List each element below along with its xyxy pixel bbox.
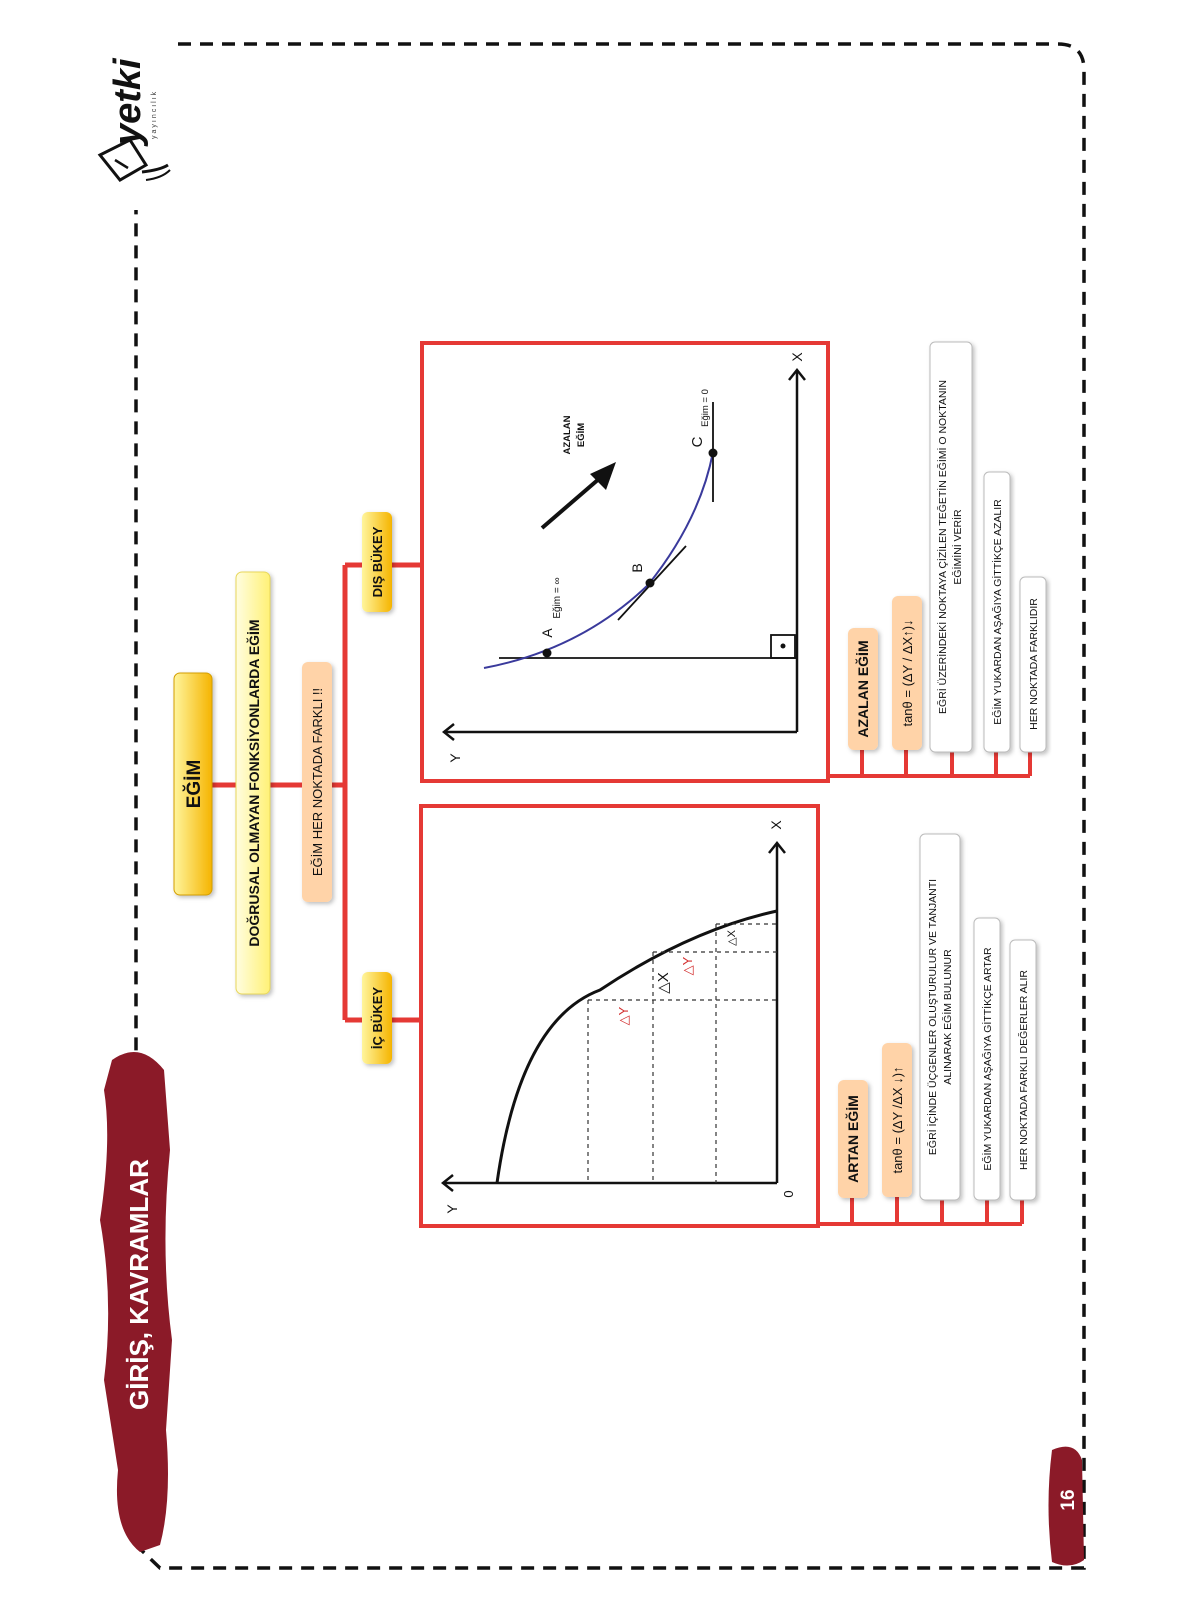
page-number-badge <box>1049 1447 1085 1566</box>
left-delta-x-2: △X <box>726 930 738 946</box>
right-info-line-2: EĞİMİNİ VERİR <box>952 509 964 585</box>
left-delta-x-1: △X <box>655 972 672 994</box>
yetki-logo <box>100 57 170 180</box>
note-node <box>302 662 332 902</box>
slope-a-label: Eğim = ∞ <box>552 577 563 619</box>
section-banner <box>100 1052 172 1552</box>
left-info-line-2: ALINARAK EĞİM BULUNUR <box>942 949 954 1085</box>
logo-text: yetki <box>107 58 149 145</box>
right-title-box <box>848 628 878 750</box>
point-c-dot <box>709 449 718 458</box>
root-node <box>174 673 212 895</box>
branch-ic-bukey <box>362 972 392 1064</box>
section-title: GİRİŞ, KAVRAMLAR <box>124 1159 154 1410</box>
left-info-line-3: EĞİM YUKARDAN AŞAĞIYA GİTTİKÇE ARTAR <box>982 947 994 1171</box>
branch-dis-bukey-label: DIŞ BÜKEY <box>370 526 385 598</box>
right-info-box-3 <box>1020 577 1046 752</box>
left-formula: tanθ = (ΔY /ΔX ↓)↑ <box>890 1066 905 1174</box>
right-formula: tanθ = (ΔY / ΔX↑)↓ <box>900 619 915 727</box>
left-formula-box <box>882 1043 912 1197</box>
right-angle-dot <box>781 644 786 649</box>
slope-c-label: Eğim = 0 <box>700 389 711 427</box>
left-delta-y-1: △Y <box>616 1006 631 1026</box>
left-info-box-3 <box>1010 940 1036 1200</box>
left-delta-y-2: △Y <box>680 956 695 976</box>
logo-subtext: yayıncılık <box>151 89 158 139</box>
note-label: EĞİM HER NOKTADA FARKLI !! <box>310 687 325 877</box>
branch-ic-bukey-label: İÇ BÜKEY <box>370 986 385 1050</box>
subtitle-node <box>236 572 270 994</box>
right-axis-x-label: X <box>789 352 805 362</box>
point-b-dot <box>646 579 655 588</box>
right-title: AZALAN EĞİM <box>855 640 871 738</box>
page-number: 16 <box>1058 1489 1079 1511</box>
point-b-label: B <box>629 563 645 573</box>
left-axis-y-label: Y <box>444 1204 460 1214</box>
subtitle-label: DOĞRUSAL OLMAYAN FONKSİYONLARDA EĞİM <box>246 619 262 947</box>
left-panel <box>421 806 818 1226</box>
left-info-box-2 <box>974 918 1000 1200</box>
left-origin-label: 0 <box>781 1190 796 1198</box>
right-info-line-4: HER NOKTADA FARKLIDIR <box>1028 598 1040 730</box>
left-info-box-1 <box>920 834 960 1200</box>
right-formula-box <box>892 596 922 750</box>
right-panel-frame <box>422 343 828 781</box>
right-info-line-1: EĞRİ ÜZERİNDEKİ NOKTAYA ÇİZİLEN TEĞETİN EĞİMİ O NOKTANIN <box>937 380 949 714</box>
root-label: EĞİM <box>184 759 205 809</box>
left-axis-x-label: X <box>768 820 784 830</box>
point-a-dot <box>543 649 552 658</box>
left-info-line-4: HER NOKTADA FARKLI DEĞERLER ALIR <box>1018 970 1030 1170</box>
left-info-line-1: EĞRİ İÇİNDE ÜÇGENLER OLUŞTURULUR VE TANJANTI <box>927 878 939 1156</box>
right-info-line-3: EĞİM YUKARDAN AŞAĞIYA GİTTİKÇE AZALIR <box>992 499 1004 725</box>
point-a-label: A <box>539 628 555 638</box>
right-info-box-2 <box>984 472 1010 752</box>
arrow-label-2: EĞİM <box>576 422 587 448</box>
right-axis-y-label: Y <box>447 753 463 763</box>
branch-dis-bukey <box>362 512 392 612</box>
left-title-box <box>838 1080 868 1198</box>
right-panel <box>422 343 828 781</box>
arrow-label-1: AZALAN <box>562 415 573 455</box>
point-c-label: C <box>689 436 706 448</box>
right-info-box-1 <box>930 342 972 752</box>
left-title: ARTAN EĞİM <box>845 1095 861 1183</box>
pen-icon <box>100 140 170 180</box>
